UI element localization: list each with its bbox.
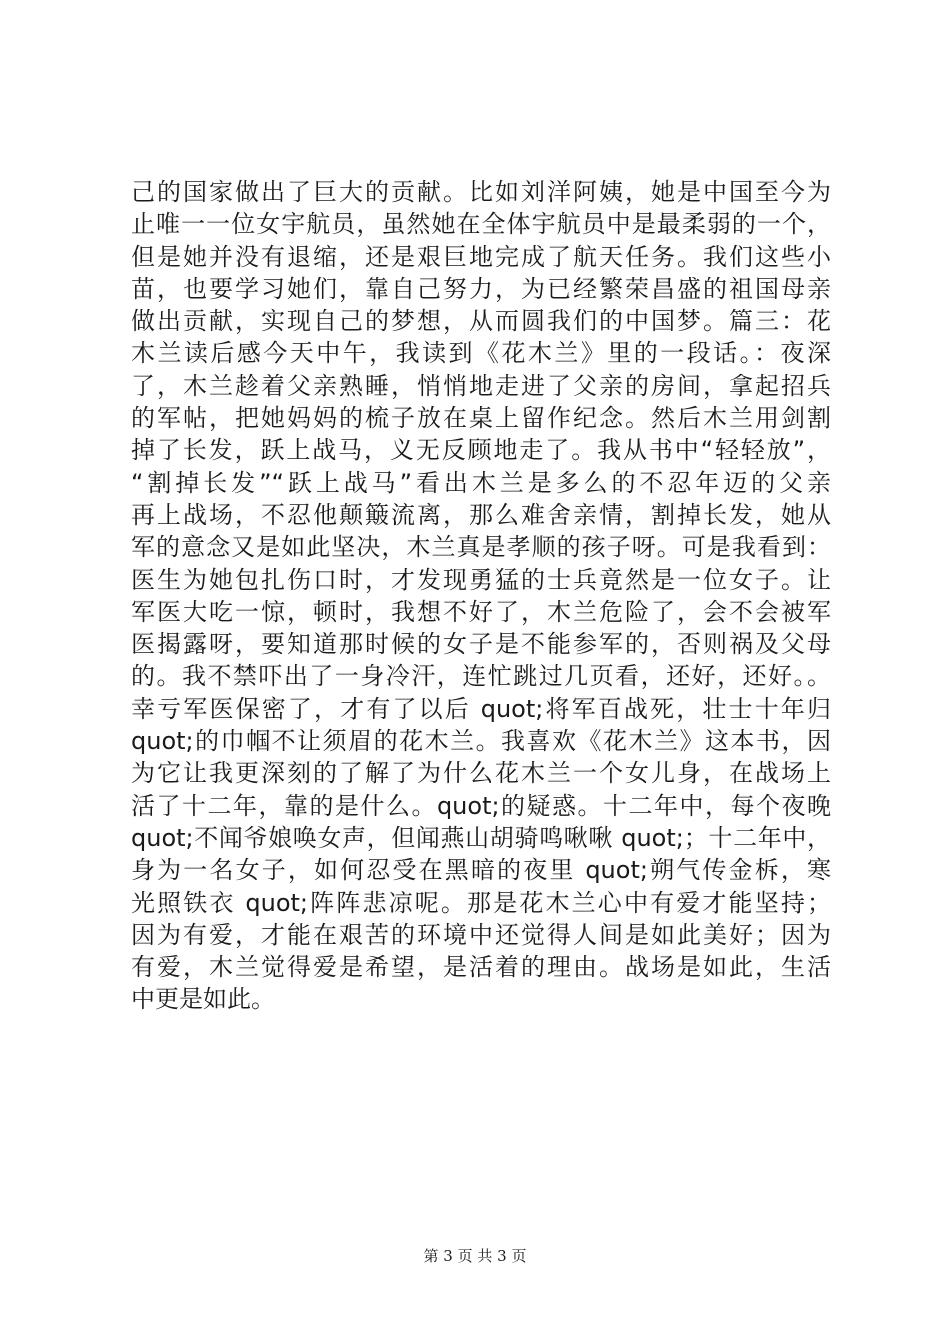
body-line: 身为一名女子，如何忍受在黑暗的夜里 quot;朔气传金柝，寒	[131, 856, 831, 885]
body-line: quot;的巾帼不让须眉的花木兰。我喜欢《花木兰》这本书，因	[131, 727, 831, 756]
body-line: 医揭露呀，要知道那时候的女子是不能参军的，否则祸及父母	[131, 630, 831, 659]
body-line: 医生为她包扎伤口时，才发现勇猛的士兵竟然是一位女子。让	[131, 565, 831, 594]
body-line: 活了十二年，靠的是什么。quot;的疑惑。十二年中，每个夜晚	[131, 791, 831, 820]
body-line: “割掉长发”“跃上战马”看出木兰是多么的不忍年迈的父亲	[131, 468, 831, 497]
body-line: 了，木兰趁着父亲熟睡，悄悄地走进了父亲的房间，拿起招兵	[131, 371, 831, 400]
body-line: 的。我不禁吓出了一身冷汗，连忙跳过几页看，还好，还好。。	[131, 662, 831, 691]
document-body	[131, 176, 831, 1016]
body-line: 再上战场，不忍他颠簸流离，那么难舍亲情，割掉长发，她从	[131, 500, 831, 529]
body-line: 己的国家做出了巨大的贡献。比如刘洋阿姨，她是中国至今为	[131, 178, 831, 206]
body-line: 军的意念又是如此坚决，木兰真是孝顺的孩子呀。可是我看到：	[131, 533, 831, 562]
body-line: 因为有爱，才能在艰苦的环境中还觉得人间是如此美好；因为	[131, 920, 831, 949]
body-line: 有爱，木兰觉得爱是希望，是活着的理由。战场是如此，生活	[131, 953, 831, 982]
body-line: 中更是如此。	[131, 985, 275, 1014]
body-line: 的军帖，把她妈妈的梳子放在桌上留作纪念。然后木兰用剑割	[131, 404, 831, 433]
body-line: 掉了长发，跃上战马，义无反顾地走了。我从书中“轻轻放”，	[131, 436, 831, 465]
body-line: 木兰读后感今天中午，我读到《花木兰》里的一段话。：夜深	[131, 339, 831, 368]
body-line: 但是她并没有退缩，还是艰巨地完成了航天任务。我们这些小	[131, 242, 831, 271]
body-line: 苗，也要学习她们，靠自己努力，为已经繁荣昌盛的祖国母亲	[131, 274, 831, 303]
body-line: 光照铁衣 quot;阵阵悲凉呢。那是花木兰心中有爱才能坚持；	[131, 888, 831, 917]
body-line: 止唯一一位女宇航员，虽然她在全体宇航员中是最柔弱的一个，	[131, 210, 831, 239]
body-line: 做出贡献，实现自己的梦想，从而圆我们的中国梦。篇三：花	[131, 307, 831, 336]
body-line: 为它让我更深刻的了解了为什么花木兰一个女儿身，在战场上	[131, 759, 831, 788]
body-line: 军医大吃一惊，顿时，我想不好了，木兰危险了，会不会被军	[131, 597, 831, 626]
body-line: 幸亏军医保密了，才有了以后 quot;将军百战死，壮士十年归	[131, 694, 831, 723]
page-number-footer: 第 3 页 共 3 页	[423, 1247, 527, 1265]
body-line: quot;不闻爷娘唤女声，但闻燕山胡骑鸣啾啾 quot;；十二年中，	[131, 823, 831, 852]
